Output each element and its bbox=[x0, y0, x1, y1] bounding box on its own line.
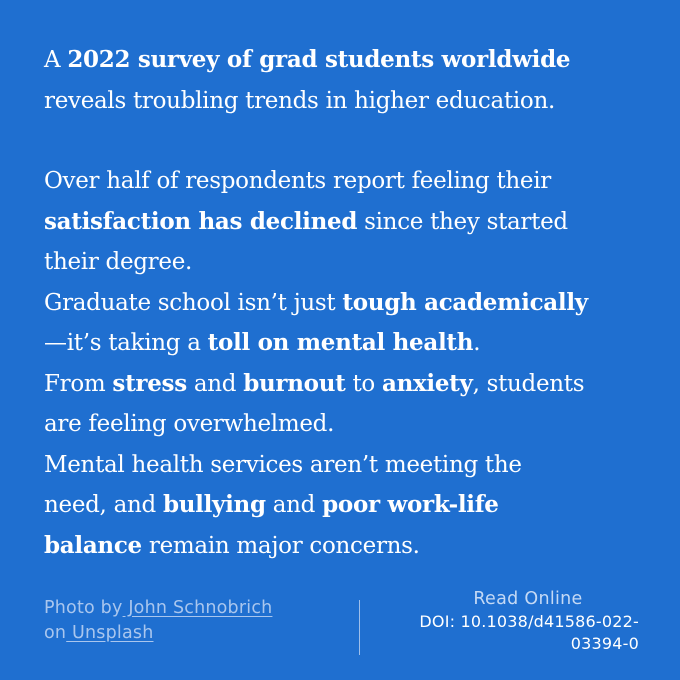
bullying-highlight: bullying bbox=[162, 491, 266, 518]
burnout-highlight: burnout bbox=[243, 369, 346, 397]
article-reference bbox=[369, 588, 639, 655]
stress-mid-2: to bbox=[345, 370, 382, 397]
services-paragraph bbox=[44, 445, 644, 567]
toll-suffix: . bbox=[473, 330, 481, 356]
stress-highlight: stress bbox=[112, 369, 187, 397]
photo-credit bbox=[44, 596, 272, 646]
work-life-highlight: poor work-life bbox=[322, 491, 499, 518]
stress-mid-1: and bbox=[186, 370, 244, 397]
toll-highlight: toll on mental health bbox=[207, 329, 474, 356]
photographer-link[interactable]: John Schnobrich bbox=[122, 598, 273, 618]
satisfaction-line-1: Over half of respondents report feeling their bbox=[44, 168, 551, 194]
services-rest: remain major concerns. bbox=[141, 532, 420, 559]
doi-line-1: DOI: 10.1038/d41586-022- bbox=[419, 612, 639, 631]
read-online-link[interactable]: Read Online bbox=[473, 589, 583, 609]
survey-highlight: 2022 survey of grad students worldwide bbox=[67, 46, 571, 73]
photo-credit-line-1 bbox=[44, 596, 272, 621]
stress-line-2: are feeling overwhelmed. bbox=[44, 411, 335, 437]
services-line-3 bbox=[44, 526, 644, 567]
stress-suffix: , students bbox=[472, 370, 585, 397]
intro-prefix: A bbox=[44, 47, 68, 73]
stress-prefix: From bbox=[44, 370, 113, 397]
toll-prefix: —it’s taking a bbox=[44, 330, 208, 356]
intro-line-2: reveals troubling trends in higher education. bbox=[44, 87, 555, 114]
doi-line-2: 03394-0 bbox=[570, 634, 639, 653]
stress-line-1 bbox=[44, 364, 644, 405]
mental-health-prefix: Graduate school isn’t just bbox=[44, 289, 343, 316]
paragraph-gap bbox=[44, 121, 644, 161]
photo-credit-line-2 bbox=[44, 621, 272, 646]
services-line-2 bbox=[44, 485, 644, 526]
satisfaction-rest: since they started bbox=[357, 208, 568, 235]
anxiety-highlight: anxiety bbox=[381, 369, 473, 397]
footer-divider bbox=[359, 600, 360, 655]
mental-health-paragraph bbox=[44, 283, 644, 364]
satisfaction-paragraph bbox=[44, 161, 644, 283]
satisfaction-line-3: their degree. bbox=[44, 249, 193, 275]
services-mid: and bbox=[265, 492, 323, 518]
post-body bbox=[44, 40, 644, 566]
photo-by-label: Photo by bbox=[44, 598, 123, 618]
services-line-1: Mental health services aren’t meeting the bbox=[44, 451, 522, 478]
unsplash-link[interactable]: Unsplash bbox=[66, 623, 154, 643]
intro-paragraph bbox=[44, 40, 644, 121]
stress-paragraph bbox=[44, 364, 644, 445]
satisfaction-highlight: satisfaction has declined bbox=[44, 207, 358, 235]
intro-line-1 bbox=[44, 40, 644, 81]
mental-health-line-1 bbox=[44, 283, 644, 324]
on-label: on bbox=[44, 623, 67, 643]
balance-highlight: balance bbox=[44, 531, 142, 559]
mental-health-line-2 bbox=[44, 323, 644, 364]
satisfaction-line-2 bbox=[44, 202, 644, 243]
services-prefix: need, and bbox=[44, 492, 163, 518]
tough-academically-highlight: tough academically bbox=[342, 288, 588, 316]
